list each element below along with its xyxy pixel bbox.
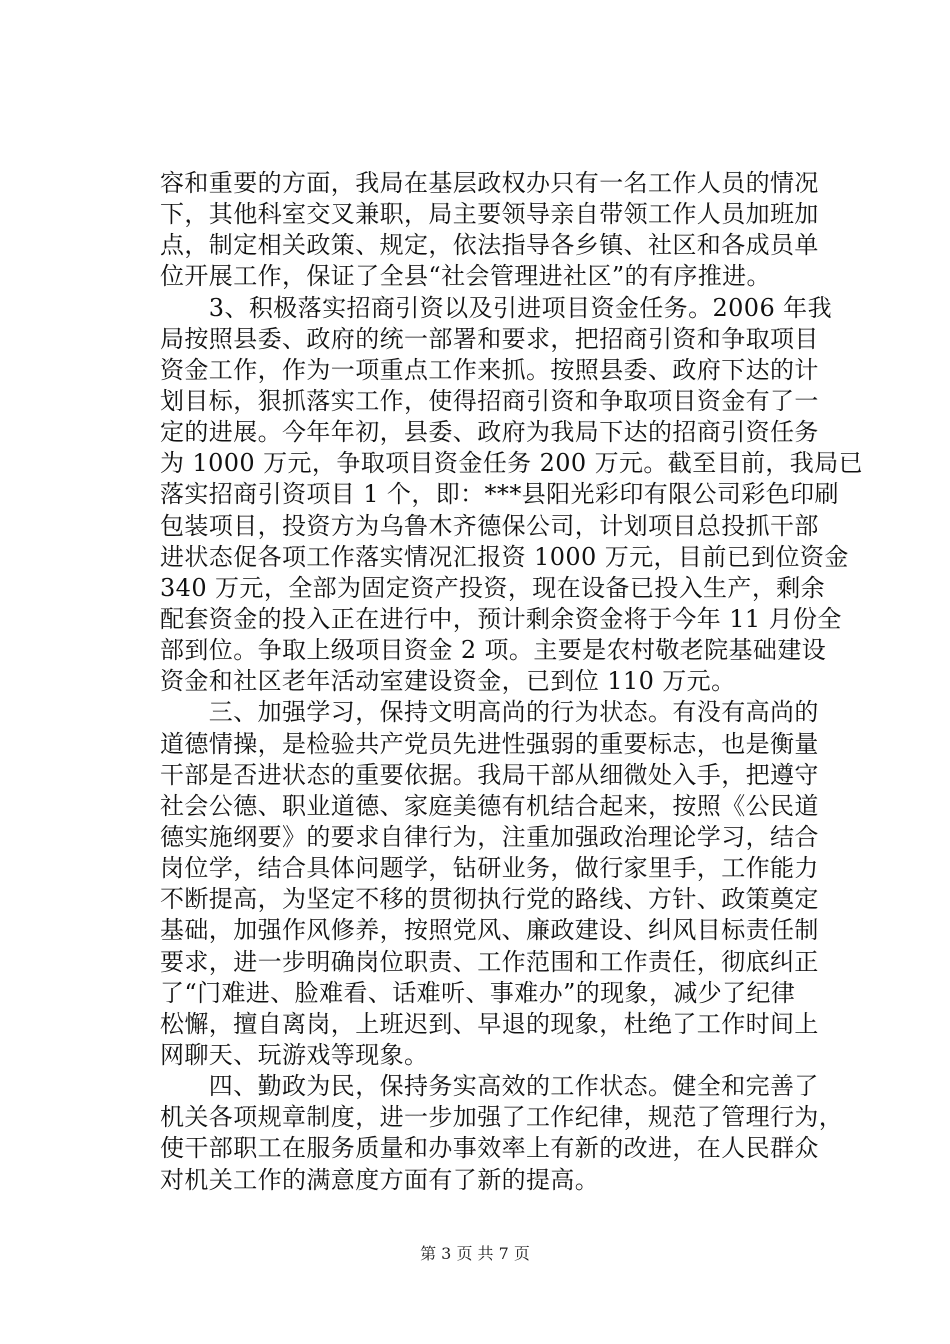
text-line: 松懈，擅自离岗，上班迟到、早退的现象，杜绝了工作时间上 — [160, 1009, 819, 1038]
text-line: 干部是否进状态的重要依据。我局干部从细微处入手，把遵守 — [160, 760, 819, 789]
text-line: 对机关工作的满意度方面有了新的提高。 — [160, 1165, 600, 1194]
text-line: 四、勤政为民，保持务实高效的工作状态。健全和完善了 — [160, 1072, 819, 1101]
text-line: 落实招商引资项目 1 个，即：***县阳光彩印有限公司彩色印刷 — [160, 480, 839, 509]
text-line: 位开展工作，保证了全县“社会管理进社区”的有序推进。 — [160, 262, 771, 291]
text-line: 包装项目，投资方为乌鲁木齐德保公司，计划项目总投抓干部 — [160, 511, 819, 540]
text-line: 社会公德、职业道德、家庭美德有机结合起来，按照《公民道 — [160, 791, 819, 820]
text-line: 三、加强学习，保持文明高尚的行为状态。有没有高尚的 — [160, 698, 819, 727]
text-line: 点，制定相关政策、规定，依法指导各乡镇、社区和各成员单 — [160, 231, 819, 260]
text-line: 划目标，狠抓落实工作，使得招商引资和争取项目资金有了一 — [160, 386, 819, 415]
text-line: 定的进展。今年年初，县委、政府为我局下达的招商引资任务 — [160, 418, 819, 447]
text-line: 使干部职工在服务质量和办事效率上有新的改进，在人民群众 — [160, 1134, 819, 1163]
text-line: 进状态促各项工作落实情况汇报资 1000 万元，目前已到位资金 — [160, 542, 849, 571]
document-body — [160, 168, 864, 1196]
text-line: 网聊天、玩游戏等现象。 — [160, 1040, 429, 1069]
text-line: 资金工作，作为一项重点工作来抓。按照县委、政府下达的计 — [160, 355, 819, 384]
text-line: 3、积极落实招商引资以及引进项目资金任务。2006 年我 — [160, 293, 832, 322]
text-line: 部到位。争取上级项目资金 2 项。主要是农村敬老院基础建设 — [160, 636, 827, 665]
text-line: 道德情操，是检验共产党员先进性强弱的重要标志，也是衡量 — [160, 729, 819, 758]
text-line: 机关各项规章制度，进一步加强了工作纪律，规范了管理行为， — [160, 1103, 844, 1132]
text-line: 局按照县委、政府的统一部署和要求，把招商引资和争取项目 — [160, 324, 819, 353]
text-line: 要求，进一步明确岗位职责、工作范围和工作责任，彻底纠正 — [160, 947, 819, 976]
text-line: 340 万元，全部为固定资产投资，现在设备已投入生产，剩余 — [160, 573, 826, 602]
text-line: 德实施纲要》的要求自律行为，注重加强政治理论学习，结合 — [160, 822, 819, 851]
text-line: 下，其他科室交叉兼职，局主要领导亲自带领工作人员加班加 — [160, 200, 819, 229]
text-line: 为 1000 万元，争取项目资金任务 200 万元。截至目前，我局已 — [160, 449, 864, 478]
text-line: 不断提高，为坚定不移的贯彻执行党的路线、方针、政策奠定 — [160, 885, 819, 914]
text-line: 基础，加强作风修养，按照党风、廉政建设、纠风目标责任制 — [160, 916, 819, 945]
page-number-footer: 第 3 页 共 7 页 — [420, 1244, 530, 1263]
text-line: 岗位学，结合具体问题学，钻研业务，做行家里手，工作能力 — [160, 854, 819, 883]
text-line: 配套资金的投入正在进行中，预计剩余资金将于今年 11 月份全 — [160, 604, 842, 633]
text-line: 了“门难进、脸难看、话难听、事难办”的现象，减少了纪律 — [160, 978, 796, 1007]
text-line: 容和重要的方面，我局在基层政权办只有一名工作人员的情况 — [160, 169, 819, 197]
text-line: 资金和社区老年活动室建设资金，已到位 110 万元。 — [160, 667, 736, 696]
